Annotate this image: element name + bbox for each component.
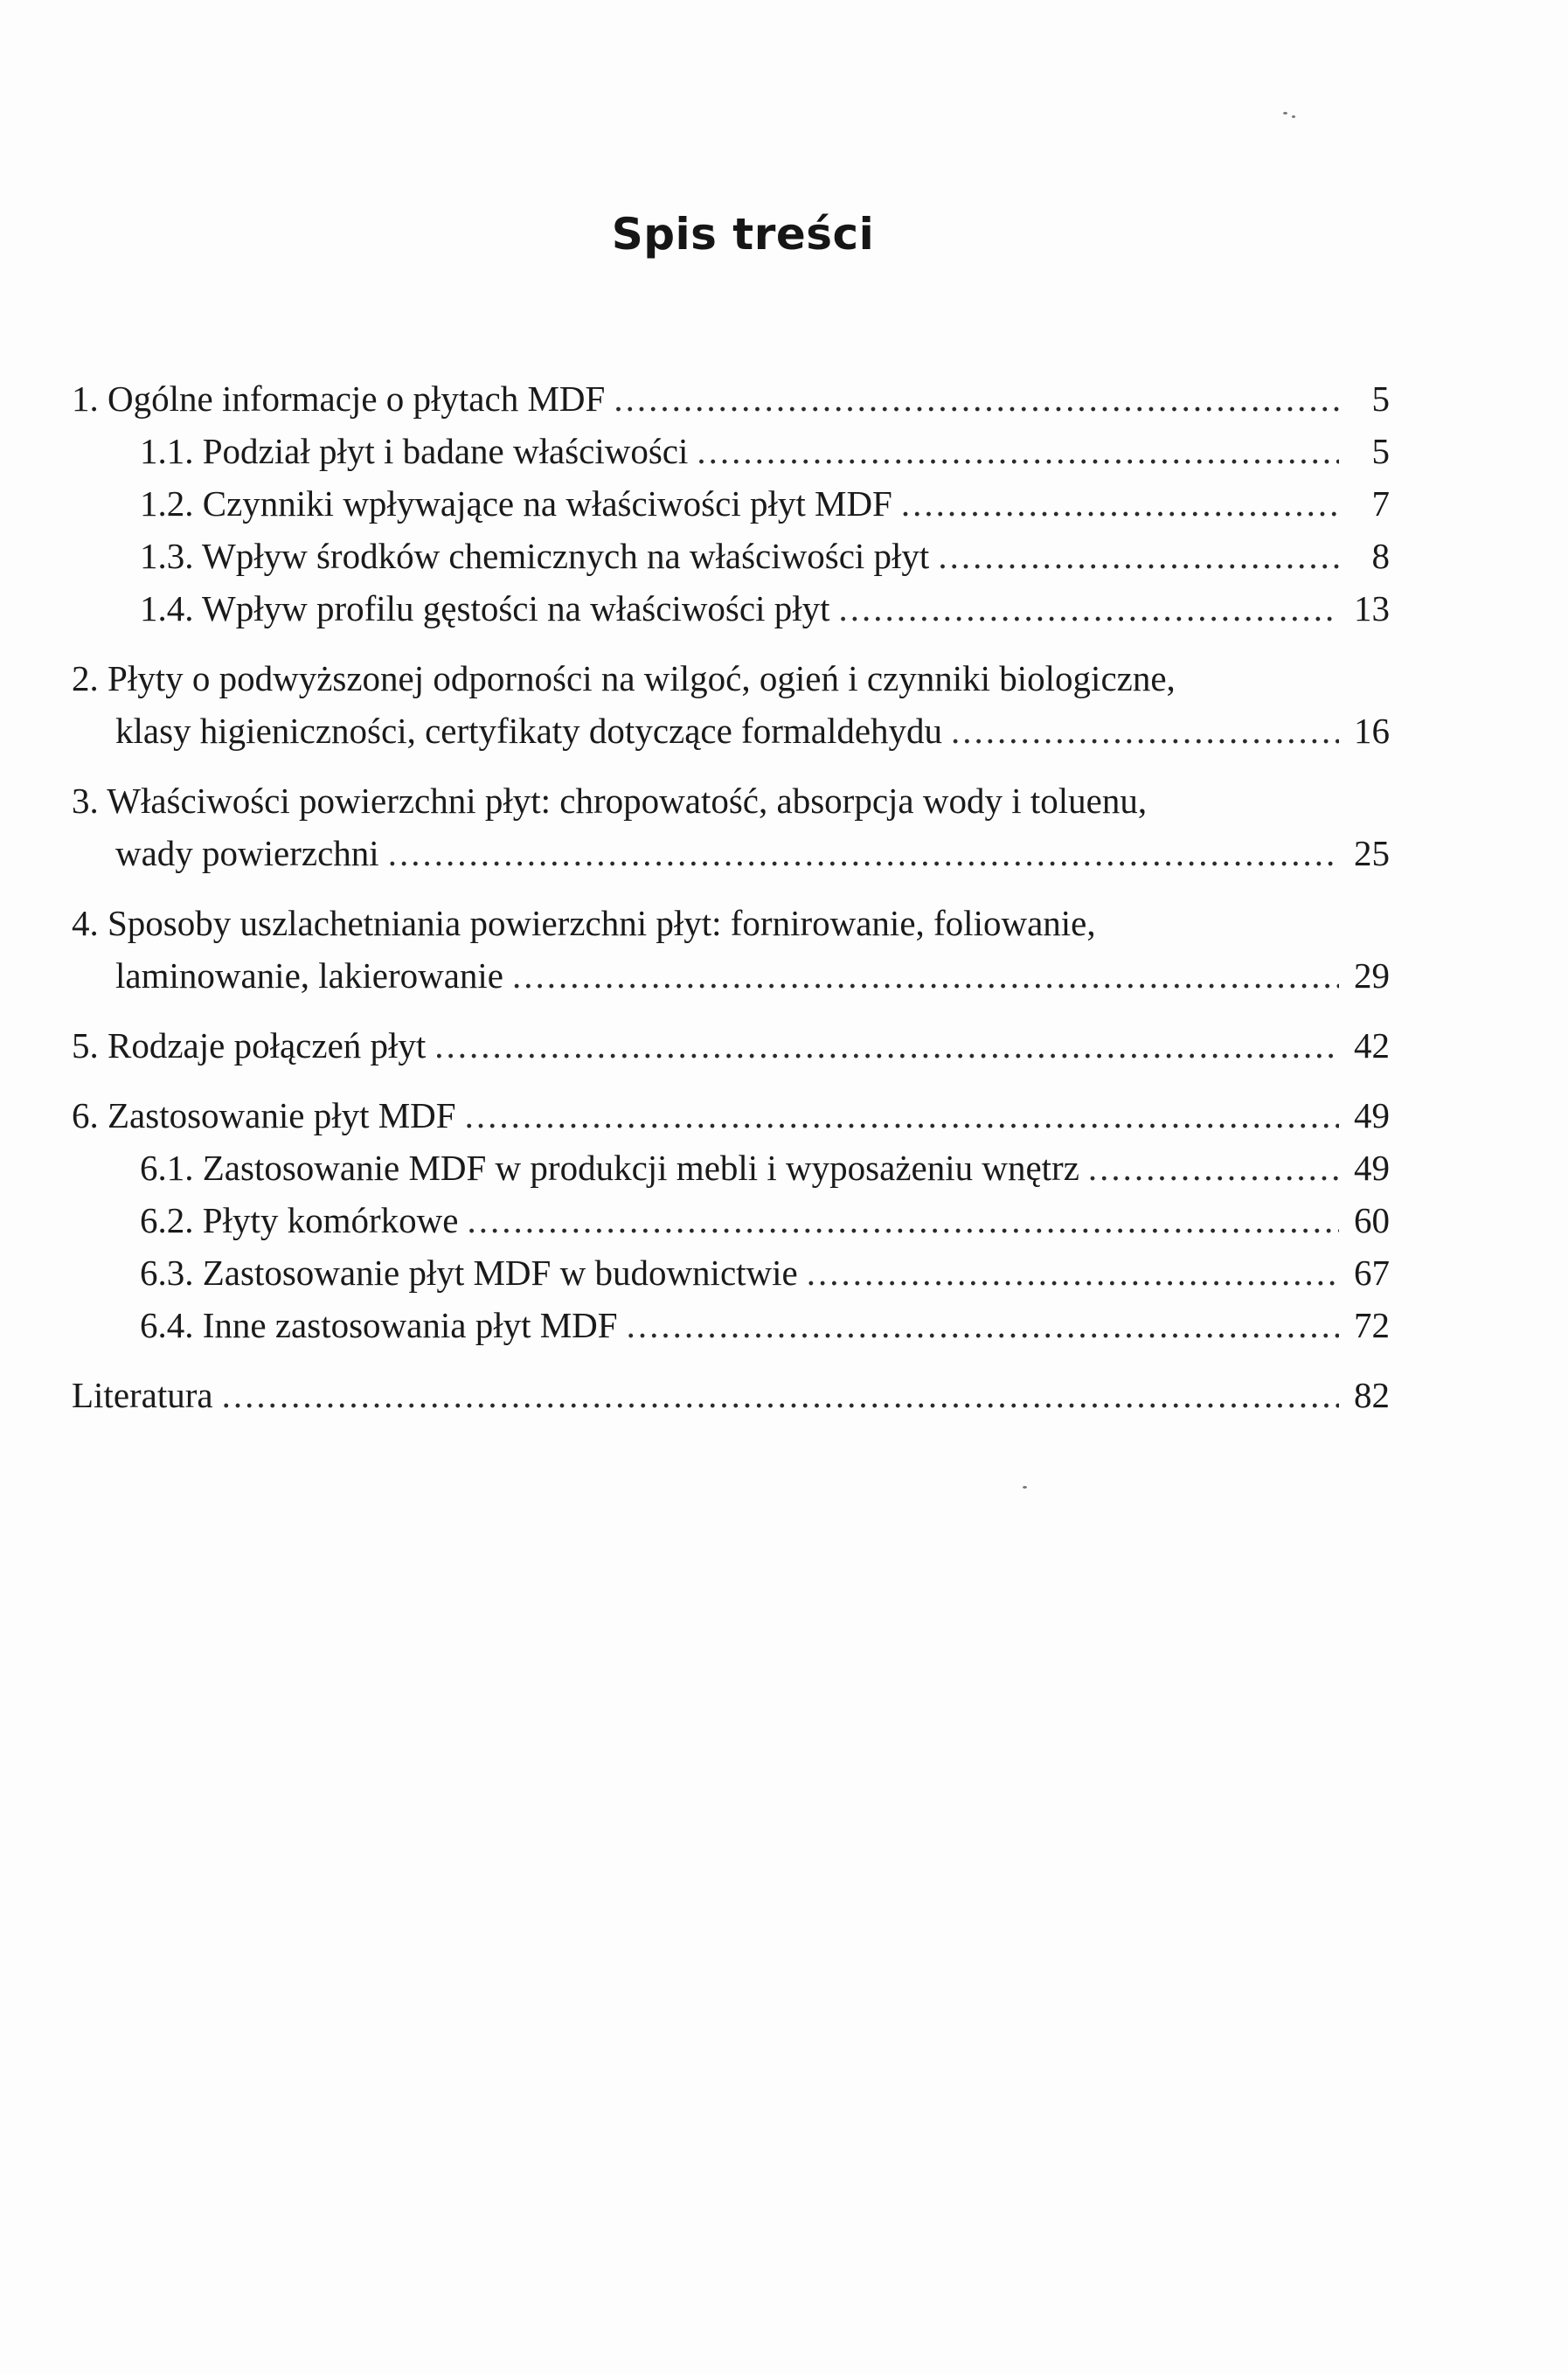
- toc-subentry-title: 6.1. Zastosowanie MDF w produkcji mebli i wyposażeniu wnętrz: [140, 1148, 1079, 1188]
- dot-leader: [614, 372, 1339, 425]
- toc-subentry-title: 6.3. Zastosowanie płyt MDF w budownictwie: [140, 1253, 798, 1293]
- toc-entry: [72, 897, 1390, 1002]
- dot-leader: [434, 1019, 1339, 1072]
- toc-entry: [72, 1019, 1390, 1072]
- toc-page-number: 72: [1354, 1305, 1390, 1345]
- dot-leader: [627, 1299, 1339, 1351]
- toc-entry: [72, 652, 1390, 757]
- toc-entry: [72, 372, 1390, 635]
- toc-page-number: 5: [1371, 431, 1390, 471]
- toc-page-number: 13: [1354, 588, 1390, 628]
- toc-entry-line: [72, 652, 1390, 705]
- toc-entry-title: 5. Rodzaje połączeń płyt: [72, 1025, 427, 1066]
- toc-page-number: 25: [1354, 833, 1390, 873]
- dot-leader: [807, 1246, 1339, 1299]
- toc-subentry-title: 6.2. Płyty komórkowe: [140, 1200, 459, 1240]
- toc-page-number: 67: [1354, 1253, 1390, 1293]
- toc-page-number: 16: [1354, 711, 1390, 751]
- toc-page-number: 42: [1354, 1025, 1390, 1066]
- dot-leader: [465, 1089, 1339, 1142]
- toc-entry-line: [72, 1019, 1390, 1072]
- toc-page-number: 82: [1354, 1375, 1390, 1415]
- dot-leader: [467, 1194, 1339, 1246]
- toc-subentry: [72, 582, 1390, 635]
- toc-page-number: 60: [1354, 1200, 1390, 1240]
- toc-entry-title: 3. Właściwości powierzchni płyt: chropowatość, absorpcja wody i toluenu,: [72, 781, 1148, 821]
- dot-leader: [839, 582, 1339, 635]
- toc-entry-line: [72, 949, 1390, 1002]
- toc-entry-line: [72, 1089, 1390, 1142]
- toc-subentry: [72, 530, 1390, 582]
- dot-leader: [388, 827, 1339, 879]
- toc-entry: [72, 774, 1390, 879]
- dot-leader: [901, 477, 1339, 530]
- toc-entry-title: klasy higieniczności, certyfikaty dotyczące formaldehydu: [115, 711, 943, 751]
- dot-leader: [697, 425, 1339, 477]
- toc-page-number: 29: [1354, 955, 1390, 996]
- toc-entry-line: [72, 372, 1390, 425]
- toc-entry: [72, 1089, 1390, 1351]
- scan-speck: [1283, 112, 1287, 115]
- toc-subentry: [72, 425, 1390, 477]
- toc-page-number: 49: [1354, 1095, 1390, 1135]
- toc-page-number: 8: [1371, 536, 1390, 576]
- toc-entry-title: laminowanie, lakierowanie: [115, 955, 503, 996]
- toc-page-number: 5: [1371, 378, 1390, 419]
- toc-entry-line: [72, 827, 1390, 879]
- dot-leader: [1088, 1142, 1339, 1194]
- table-of-contents: [72, 372, 1390, 1421]
- toc-entry-line: [72, 897, 1390, 949]
- toc-entry-title: Literatura: [72, 1375, 213, 1415]
- toc-subentry-title: 1.2. Czynniki wpływające na właściwości płyt MDF: [140, 483, 892, 524]
- dot-leader: [951, 705, 1339, 757]
- toc-page-number: 7: [1371, 483, 1390, 524]
- toc-subentry: [72, 477, 1390, 530]
- toc-entry-title: wady powierzchni: [115, 833, 379, 873]
- toc-entry: [72, 1369, 1390, 1421]
- dot-leader: [938, 530, 1339, 582]
- toc-subentry: [72, 1299, 1390, 1351]
- scan-speck: [1292, 115, 1295, 118]
- toc-subentry-title: 1.4. Wpływ profilu gęstości na właściwości płyt: [140, 588, 830, 628]
- toc-page-number: 49: [1354, 1148, 1390, 1188]
- toc-subentry: [72, 1142, 1390, 1194]
- toc-entry-title: 2. Płyty o podwyższonej odporności na wilgoć, ogień i czynniki biologiczne,: [72, 658, 1176, 698]
- page-title: Spis treści: [611, 209, 875, 260]
- toc-entry-line: [72, 705, 1390, 757]
- toc-entry-title: 1. Ogólne informacje o płytach MDF: [72, 378, 606, 419]
- toc-entry-title: 4. Sposoby uszlachetniania powierzchni płyt: fornirowanie, foliowanie,: [72, 903, 1096, 943]
- dot-leader: [512, 949, 1339, 1002]
- toc-entry-title: 6. Zastosowanie płyt MDF: [72, 1095, 456, 1135]
- toc-subentry: [72, 1246, 1390, 1299]
- dot-leader: [222, 1369, 1339, 1421]
- toc-subentry: [72, 1194, 1390, 1246]
- scan-speck: [1023, 1486, 1027, 1489]
- toc-subentry-title: 1.3. Wpływ środków chemicznych na właściwości płyt: [140, 536, 930, 576]
- toc-subentry-title: 6.4. Inne zastosowania płyt MDF: [140, 1305, 618, 1345]
- toc-subentry-title: 1.1. Podział płyt i badane właściwości: [140, 431, 689, 471]
- toc-entry-line: [72, 774, 1390, 827]
- toc-entry-line: [72, 1369, 1390, 1421]
